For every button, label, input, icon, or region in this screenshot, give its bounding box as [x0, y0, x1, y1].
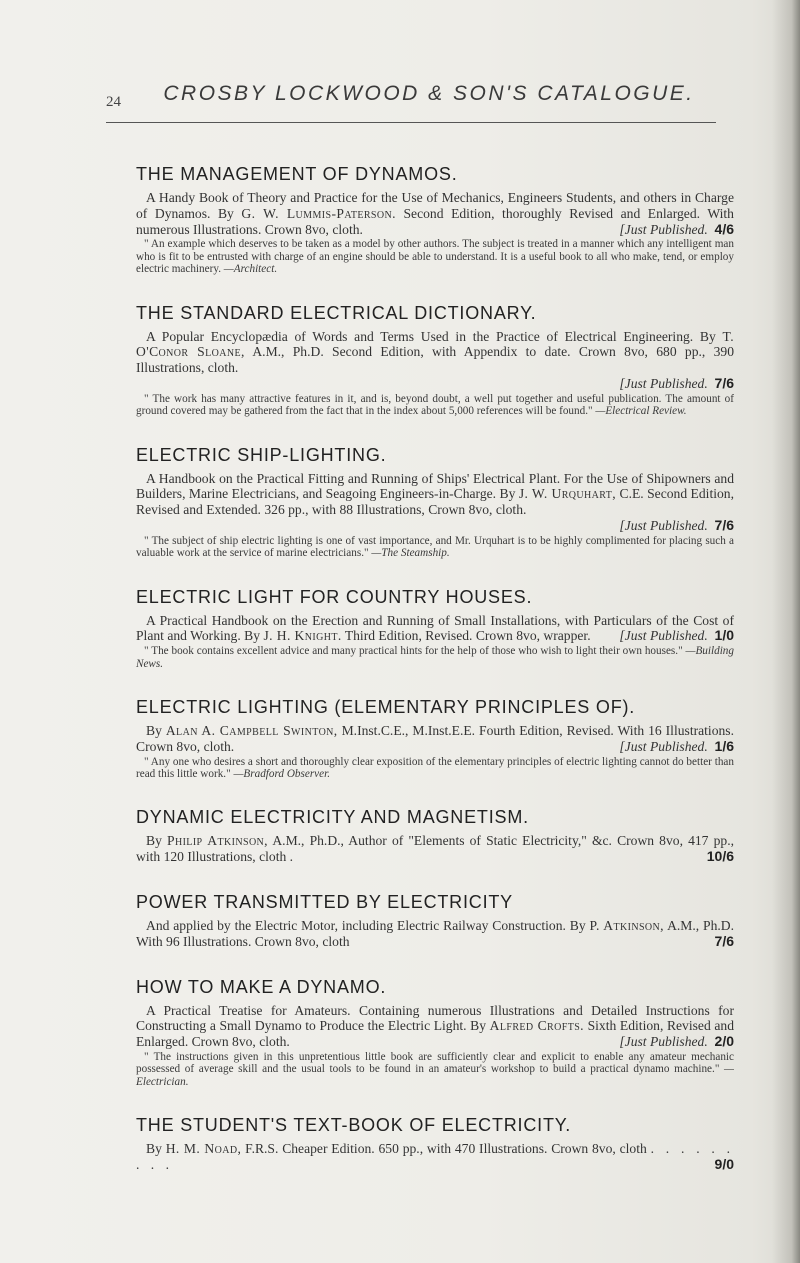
review-quote: [136, 393, 734, 418]
description-text: By: [146, 833, 162, 849]
entry-description: [136, 918, 734, 950]
price: 1/0: [714, 627, 734, 644]
review-text: " The book contains excellent advice and many practical hints for the help of those who wish to light their own houses.": [144, 645, 683, 658]
description-text: A Handy Book of Theory and Practice for the Use of Mechanics, Engineers Students, and others in Charge of Dynamos. By: [136, 190, 734, 221]
edition-details: Second Edition, thoroughly Revised and Enlarged. With numerous Illustrations. Crown 8vo, cloth.: [136, 205, 734, 237]
entry-description: [136, 471, 734, 534]
catalogue-entry: [136, 302, 734, 418]
entry-description: [136, 613, 734, 645]
page-edge-shadow: [772, 0, 800, 1263]
review-source: —Electrician.: [136, 1063, 734, 1088]
entry-description: [136, 833, 734, 865]
publication-status: [Just Published.: [619, 1034, 708, 1050]
author-name: P. Atkinson,: [589, 918, 664, 934]
edition-details: A.M., Ph.D. With 96 Illustrations. Crown 8vo, cloth: [136, 918, 734, 949]
author-name: G. W. Lummis-Paterson.: [241, 205, 396, 221]
catalogue-entry: [136, 976, 734, 1089]
edition-details: A.M., Ph.D. Second Edition, with Appendix to date. Crown 8vo, 680 pp., 390 Illustrations, cloth.: [136, 344, 734, 376]
publication-status: [Just Published.: [619, 518, 708, 533]
publication-status: [Just Published.: [619, 628, 708, 644]
publication-status: [Just Published.: [619, 221, 708, 237]
edition-details: Third Edition, Revised. Crown 8vo, wrapper.: [344, 628, 591, 644]
price: 2/0: [714, 1033, 734, 1050]
description-text: By: [146, 723, 162, 739]
price: 1/6: [714, 737, 734, 754]
author-name: Alan A. Campbell Swinton,: [165, 723, 338, 739]
review-text: " The work has many attractive features in it, and is, beyond doubt, a well put together and useful publication. The amount of ground covered may be gathered from the fact that in the index about 5,000 references will be found.": [136, 392, 734, 418]
entry-title: THE STUDENT'S TEXT-BOOK OF ELECTRICITY.: [136, 1115, 572, 1136]
review-text: " The subject of ship electric lighting is one of vast importance, and Mr. Urquhart is to be highly complimented for placing such a valuable work at the service of marine electricians.": [136, 534, 734, 560]
catalogue-entry: [136, 444, 734, 560]
entry-description: [136, 190, 734, 237]
catalogue-entry: [136, 586, 734, 670]
edition-details: A.M., Ph.D., Author of "Elements of Static Electricity," &c. Crown 8vo, 417 pp., with 120 Illustrations, cloth .: [136, 833, 734, 865]
description-text: A Practical Handbook on the Erection and Running of Small Installations, with Particulars of the Cost of Plant and Working. By: [136, 612, 734, 644]
author-name: J. W. Urquhart,: [518, 486, 617, 502]
price: 7/6: [714, 375, 734, 391]
entry-title: DYNAMIC ELECTRICITY AND MAGNETISM.: [136, 807, 529, 828]
catalogue-entry: [136, 163, 734, 276]
entry-title: HOW TO MAKE A DYNAMO.: [136, 976, 387, 997]
price: 7/6: [714, 517, 734, 533]
price: 9/0: [714, 1156, 734, 1173]
price: 10/6: [706, 848, 734, 865]
catalogue-entries: [136, 163, 734, 1199]
entry-description: [136, 723, 734, 755]
review-text: " An example which deserves to be taken as a model by other authors. The subject is treated in a manner which any intelligent man who is fit to be entrusted with charge of an engine should be able to understand. It is a useful book to all who make, tend, or employ electric machinery.: [136, 238, 734, 276]
review-source: —Electrical Review.: [595, 405, 687, 418]
edition-details: Sixth Edition, Revised and Enlarged. Crown 8vo, cloth.: [136, 1018, 734, 1050]
review-source: —Bradford Observer.: [233, 768, 331, 781]
review-quote: [136, 535, 734, 560]
entry-description: [136, 329, 734, 392]
running-head: [106, 82, 716, 123]
entry-title: THE STANDARD ELECTRICAL DICTIONARY.: [136, 302, 537, 323]
catalogue-entry: [136, 696, 734, 780]
review-source: —Building News.: [136, 645, 734, 670]
review-quote: [136, 756, 734, 781]
description-text: By: [146, 1141, 162, 1157]
author-name: Philip Atkinson,: [167, 833, 268, 849]
price: 7/6: [714, 932, 734, 949]
description-text: A Practical Treatise for Amateurs. Containing numerous Illustrations and Detailed Instructions for Constructing a Small Dynamo to Produce the Electric Light. By: [136, 1002, 734, 1034]
publication-status: [Just Published.: [619, 738, 708, 754]
review-quote: [136, 645, 734, 670]
entry-title: ELECTRIC SHIP-LIGHTING.: [136, 444, 387, 465]
entry-title: THE MANAGEMENT OF DYNAMOS.: [136, 164, 458, 184]
leader-dots: . . . . . . . . .: [136, 1141, 734, 1173]
author-name: Alfred Crofts.: [489, 1018, 584, 1034]
edition-details: M.Inst.C.E., M.Inst.E.E. Fourth Edition, Revised. With 16 Illustrations. Crown 8vo, cloth.: [136, 723, 734, 754]
page-number: 24: [106, 94, 121, 110]
entry-description: [136, 1141, 734, 1173]
entry-title: ELECTRIC LIGHTING (ELEMENTARY PRINCIPLES OF).: [136, 697, 636, 718]
edition-details: F.R.S. Cheaper Edition. 650 pp., with 470 Illustrations. Crown 8vo, cloth: [245, 1141, 647, 1157]
entry-title: POWER TRANSMITTED BY ELECTRICITY: [136, 892, 513, 913]
author-name: T. O'Conor Sloane,: [136, 328, 734, 360]
description-text: A Popular Encyclopædia of Words and Terms Used in the Practice of Electrical Engineering. By: [146, 328, 716, 344]
edition-details: C.E. Second Edition, Revised and Extended. 326 pp., with 88 Illustrations, Crown 8vo, cloth.: [136, 486, 734, 518]
price: 4/6: [714, 220, 734, 237]
entry-description: [136, 1003, 734, 1050]
publication-status: [Just Published.: [619, 376, 708, 391]
description-text: And applied by the Electric Motor, including Electric Railway Construction. By: [146, 918, 586, 934]
author-name: J. H. Knight.: [263, 628, 342, 644]
description-text: A Handbook on the Practical Fitting and Running of Ships' Electrical Plant. For the Use of Shipowners and Builders, Marine Electricians, and Seagoing Engineers-in-Charge. By: [136, 470, 734, 502]
catalogue-entry: [136, 891, 734, 950]
entry-title: ELECTRIC LIGHT FOR COUNTRY HOUSES.: [136, 586, 533, 607]
review-quote: [136, 1051, 734, 1088]
review-source: —Architect.: [223, 263, 278, 276]
catalogue-title: CROSBY LOCKWOOD & SON'S CATALOGUE.: [163, 82, 695, 105]
author-name: H. M. Noad,: [165, 1141, 242, 1157]
review-text: " The instructions given in this unpretentious little book are sufficiently clear and explicit to enable any amateur mechanic possessed of average skill and the usual tools to be found in an amateur's workshop to build a practical dynamo machine.": [136, 1051, 734, 1076]
review-text: " Any one who desires a short and thoroughly clear exposition of the elementary principles of electric lighting cannot do better than read this little work.": [136, 755, 734, 781]
review-quote: [136, 238, 734, 275]
catalogue-entry: [136, 806, 734, 865]
review-source: —The Steamship.: [371, 547, 450, 560]
catalogue-entry: [136, 1114, 734, 1173]
